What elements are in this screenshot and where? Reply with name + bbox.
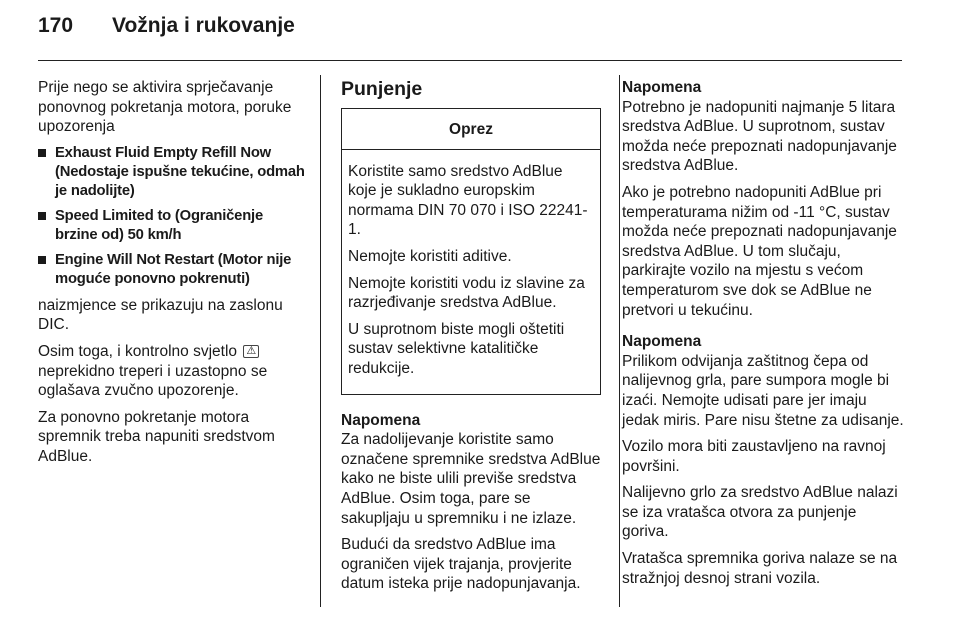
page-title: Vožnja i rukovanje xyxy=(112,14,295,37)
list-item-text: Exhaust Fluid Empty Refill Now (Nedostaje ispušne tekućine, odmah je nadolijte) xyxy=(55,144,305,199)
note-paragraph: Ako je potrebno nadopuniti AdBlue pri temperaturama nižim od -11 °C, sustav možda neće prepoznati nadopunjavanje sredstva AdBlue. U tom slučaju, parkirajte vozilo na mjestu s većom temperaturom sve dok se AdBlue ne pretvori u tekućinu. xyxy=(622,183,897,319)
note-paragraph: Budući da sredstvo AdBlue ima ograničen vijek trajanja, provjerite datum isteka prije nadopunjavanja. xyxy=(341,536,581,593)
column-middle xyxy=(341,78,603,601)
body-paragraph: Nalijevno grlo za sredstvo AdBlue nalazi se iza vratašca otvora za punjenje goriva. xyxy=(622,484,898,541)
note-paragraph: Prilikom odvijanja zaštitnog čepa od nalijevnog grla, pare sumpora mogle bi izaći. Nemojte udisati pare jer imaju jedak miris. Pare nisu štetne za udisanje. xyxy=(622,352,904,429)
note-paragraph: Za nadolijevanje koristite samo označene spremnike sredstva AdBlue kako ne biste ulili previše sredstva AdBlue. Osim toga, pare se sakupljaju u spremniku i ne izlaze. xyxy=(341,431,601,527)
column-left xyxy=(38,78,306,474)
indicator-text-after: neprekidno treperi i uzastopno se oglašava zvučno upozorenje. xyxy=(38,362,268,400)
note-label: Napomena xyxy=(341,411,421,429)
column-divider-1 xyxy=(320,75,321,607)
column-right xyxy=(622,78,905,595)
list-item xyxy=(38,251,306,289)
restart-paragraph: Za ponovno pokretanje motora spremnik treba napuniti sredstvom AdBlue. xyxy=(38,408,275,465)
note-block xyxy=(341,411,603,594)
note-label: Napomena xyxy=(622,333,702,351)
indicator-paragraph xyxy=(38,342,306,401)
bullet-icon xyxy=(38,149,46,157)
list-item xyxy=(38,207,306,245)
warning-message-list xyxy=(38,144,306,289)
note-label: Napomena xyxy=(622,79,702,96)
page-number: 170 xyxy=(38,14,74,37)
list-item xyxy=(38,144,306,201)
section-heading: Punjenje xyxy=(341,78,423,100)
indicator-text-before: Osim toga, i kontrolno svjetlo xyxy=(38,342,238,360)
list-item-text: Engine Will Not Restart (Motor nije moguće ponovno pokrenuti) xyxy=(55,251,292,287)
intro-paragraph: Prije nego se aktivira sprječavanje ponovnog pokretanja motora, poruke upozorenja xyxy=(38,79,292,136)
caution-paragraph: Nemojte koristiti vodu iz slavine za razrjeđivanje sredstva AdBlue. xyxy=(348,274,585,312)
list-item-text: Speed Limited to (Ograničenje brzine od) 50 km/h xyxy=(55,207,263,243)
page-header xyxy=(38,14,295,46)
caution-paragraph: U suprotnom biste mogli oštetiti sustav selektivne katalitičke redukcije. xyxy=(348,320,565,377)
dic-paragraph: naizmjence se prikazuju na zaslonu DIC. xyxy=(38,296,283,334)
caution-paragraph: Nemojte koristiti aditive. xyxy=(348,247,512,265)
caution-paragraph: Koristite samo sredstvo AdBlue koje je sukladno europskim normama DIN 70 070 i ISO 22241-1. xyxy=(348,162,588,239)
header-rule xyxy=(38,60,902,61)
note-paragraph: Potrebno je nadopuniti najmanje 5 litara sredstva AdBlue. U suprotnom, sustav možda neće prepoznati nadopunjavanje sredstva AdBlue. xyxy=(622,98,897,175)
body-paragraph: Vozilo mora biti zaustavljeno na ravnoj površini. xyxy=(622,438,886,475)
body-paragraph: Vratašca spremnika goriva nalaze se na stražnjoj desnoj strani vozila. xyxy=(622,550,898,587)
caution-title: Oprez xyxy=(342,109,600,150)
adblue-warning-icon: ⚠ xyxy=(243,345,259,358)
note-block xyxy=(622,332,905,430)
caution-box xyxy=(341,108,601,395)
caution-body xyxy=(342,150,600,394)
bullet-icon xyxy=(38,212,46,220)
bullet-icon xyxy=(38,256,46,264)
column-divider-2 xyxy=(619,75,620,607)
note-block xyxy=(622,78,905,320)
